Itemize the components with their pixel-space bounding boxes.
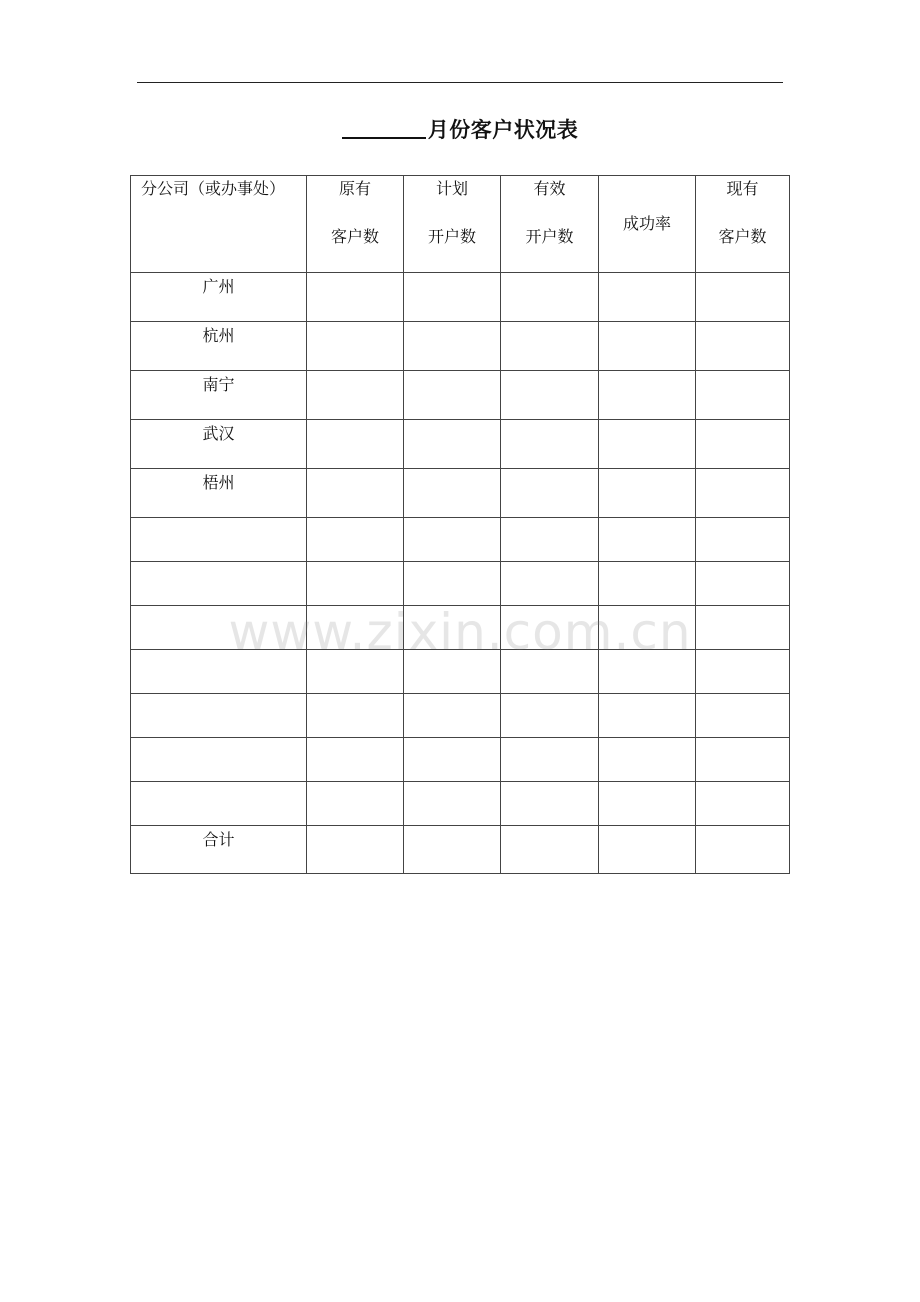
row-label[interactable] [131,738,307,782]
table-cell[interactable] [599,606,696,650]
table-cell[interactable] [501,782,599,826]
table-row [131,782,790,826]
month-blank-line [342,113,426,139]
table-cell[interactable] [696,518,790,562]
table-cell[interactable] [501,694,599,738]
table-cell[interactable] [501,650,599,694]
table-cell[interactable] [404,738,501,782]
table-cell[interactable] [696,738,790,782]
table-cell[interactable] [696,420,790,469]
table-cell[interactable] [307,322,404,371]
table-row [131,371,790,420]
table-cell[interactable] [501,562,599,606]
table-cell[interactable] [599,782,696,826]
table-cell[interactable] [404,694,501,738]
table-row [131,420,790,469]
header-valid-accounts: 有效 开户数 [501,176,599,273]
table-row [131,518,790,562]
table-cell[interactable] [599,738,696,782]
table-cell[interactable] [599,273,696,322]
table-cell[interactable] [404,371,501,420]
table-cell[interactable] [599,562,696,606]
watermark: www.zixin.com.cn [228,603,692,661]
header-success-rate: 成功率 [599,176,696,273]
table-cell[interactable] [307,562,404,606]
table-cell[interactable] [696,650,790,694]
table-cell[interactable] [696,371,790,420]
table-cell[interactable] [307,371,404,420]
table-cell[interactable] [404,273,501,322]
header-current-customers: 现有 客户数 [696,176,790,273]
table-cell[interactable] [599,371,696,420]
row-label[interactable] [131,518,307,562]
table-cell[interactable] [599,322,696,371]
row-label: 梧州 [131,469,307,518]
table-cell[interactable] [404,826,501,874]
table-cell[interactable] [404,606,501,650]
table-cell[interactable] [696,562,790,606]
table-cell[interactable] [404,420,501,469]
table-cell[interactable] [696,273,790,322]
table-row [131,694,790,738]
table-row [131,273,790,322]
total-label: 合计 [131,826,307,874]
table-cell[interactable] [307,469,404,518]
table-cell[interactable] [501,826,599,874]
table-cell[interactable] [501,469,599,518]
customer-status-table-wrap [130,175,790,874]
table-cell[interactable] [696,606,790,650]
table-row [131,322,790,371]
table-header-row [131,176,790,273]
table-cell[interactable] [696,826,790,874]
header-branch: 分公司（或办事处） [131,176,307,273]
table-cell[interactable] [501,371,599,420]
table-row [131,606,790,650]
table-cell[interactable] [599,469,696,518]
table-cell[interactable] [307,826,404,874]
table-cell[interactable] [501,420,599,469]
table-cell[interactable] [307,273,404,322]
table-cell[interactable] [404,782,501,826]
table-cell[interactable] [404,322,501,371]
table-cell[interactable] [599,826,696,874]
table-cell[interactable] [696,694,790,738]
table-cell[interactable] [599,420,696,469]
table-cell[interactable] [501,322,599,371]
table-row [131,562,790,606]
header-rule [137,82,783,83]
table-row [131,738,790,782]
row-label: 广州 [131,273,307,322]
total-row [131,826,790,874]
table-cell[interactable] [599,518,696,562]
table-cell[interactable] [501,606,599,650]
table-cell[interactable] [696,469,790,518]
table-cell[interactable] [307,420,404,469]
table-cell[interactable] [404,518,501,562]
row-label[interactable] [131,562,307,606]
table-cell[interactable] [307,694,404,738]
customer-status-table [130,175,790,874]
table-cell[interactable] [307,782,404,826]
table-cell[interactable] [696,322,790,371]
table-cell[interactable] [307,650,404,694]
table-cell[interactable] [307,738,404,782]
table-cell[interactable] [307,518,404,562]
table-row [131,650,790,694]
table-cell[interactable] [599,694,696,738]
page-title [0,113,920,145]
row-label[interactable] [131,606,307,650]
table-cell[interactable] [501,518,599,562]
table-cell[interactable] [307,606,404,650]
table-cell[interactable] [696,782,790,826]
row-label: 南宁 [131,371,307,420]
row-label: 武汉 [131,420,307,469]
table-cell[interactable] [501,738,599,782]
row-label[interactable] [131,694,307,738]
table-cell[interactable] [501,273,599,322]
table-cell[interactable] [404,469,501,518]
header-planned-accounts: 计划 开户数 [404,176,501,273]
row-label[interactable] [131,650,307,694]
row-label: 杭州 [131,322,307,371]
page-title-text: 月份客户状况表 [427,118,579,142]
header-original-customers: 原有 客户数 [307,176,404,273]
table-cell[interactable] [404,650,501,694]
table-row [131,469,790,518]
table-cell[interactable] [404,562,501,606]
row-label[interactable] [131,782,307,826]
table-cell[interactable] [599,650,696,694]
